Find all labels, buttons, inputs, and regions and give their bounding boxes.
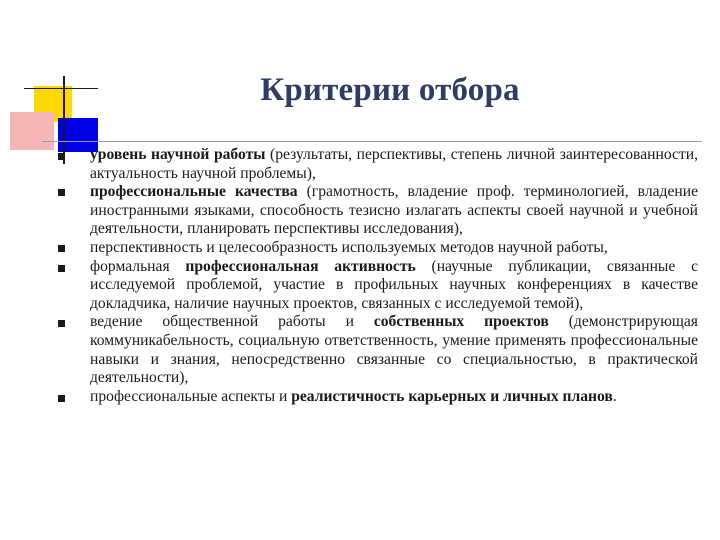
bullet-icon [58, 265, 65, 272]
list-item [58, 183, 698, 239]
item-emphasis: собственных проектов [373, 313, 549, 331]
bullet-icon [58, 320, 65, 327]
list-item-text [90, 388, 698, 407]
item-pre: формальная [90, 257, 186, 275]
item-rest: (результаты, перспективы, степень личной заинтересованности, актуальность научной проблемы), [90, 146, 698, 182]
pink-square [10, 112, 54, 150]
list-item [58, 146, 698, 183]
title-divider [42, 141, 702, 142]
list-item [58, 258, 698, 314]
criteria-list [58, 146, 698, 406]
bullet-icon [58, 153, 65, 160]
item-emphasis: реалистичность карьерных и личных планов [291, 387, 613, 405]
item-rest: (демонстрирующая коммуникабельность, социальную ответственность, умение применять профессиональные навыки и знания, непосредственно связанные со специальностью, в практической деятельности), [90, 313, 698, 387]
item-emphasis: профессиональные качества [90, 183, 298, 201]
list-item [58, 239, 698, 258]
item-rest: (научные публикации, связанные с исследуемой проблемой, участие в профильных научных конференциях в качестве докладчика, наличие научных проектов, связанных с исследуемой темой), [90, 257, 699, 312]
slide-title: Критерии отбора [260, 72, 520, 108]
item-emphasis: уровень научной работы [90, 146, 266, 163]
list-item-text [90, 183, 698, 239]
bullet-icon [58, 245, 65, 252]
item-rest: . [612, 387, 617, 405]
list-item-text [90, 258, 698, 314]
list-item-text [90, 313, 698, 387]
item-emphasis: профессиональная активность [185, 257, 416, 275]
item-rest: (грамотность, владение проф. терминологией, владение иностранными языками, способность тезисно излагать аспекты своей научной и учебной деятельности, планировать перспективы исследования), [90, 183, 699, 238]
list-item-text [90, 239, 698, 258]
list-item-text [90, 146, 698, 183]
bullet-icon [58, 395, 65, 402]
list-item [58, 388, 698, 407]
item-pre: ведение общественной работы и [90, 313, 374, 331]
item-pre: профессиональные аспекты и [90, 387, 292, 405]
list-item [58, 313, 698, 387]
item-rest: перспективность и целесообразность используемых методов научной работы, [90, 238, 608, 256]
bullet-icon [58, 189, 65, 196]
